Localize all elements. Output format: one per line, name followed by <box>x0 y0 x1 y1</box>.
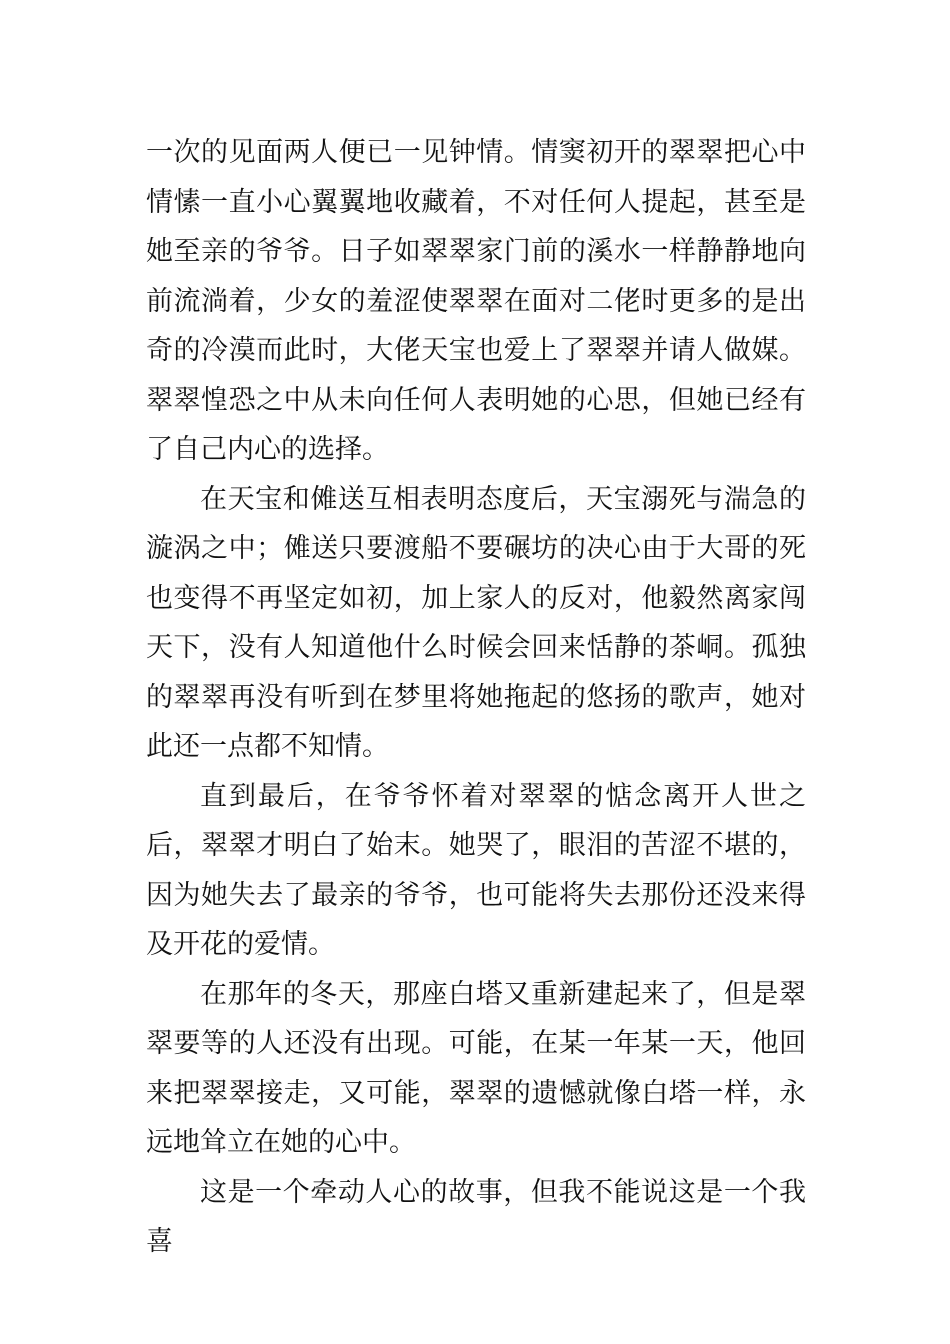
paragraph-3: 直到最后，在爷爷怀着对翠翠的惦念离开人世之后，翠翠才明白了始末。她哭了，眼泪的苦涩不堪的，因为她失去了最亲的爷爷，也可能将失去那份还没来得及开花的爱情。 <box>146 780 806 960</box>
document-body <box>146 128 806 1267</box>
paragraph-1: 一次的见面两人便已一见钟情。情窦初开的翠翠把心中情愫一直小心翼翼地收藏着，不对任何人提起，甚至是她至亲的爷爷。日子如翠翠家门前的溪水一样静静地向前流淌着，少女的羞涩使翠翠在面对二佬时更多的是出奇的冷漠而此时，大佬天宝也爱上了翠翠并请人做媒。翠翠惶恐之中从未向任何人表明她的心思，但她已经有了自己内心的选择。 <box>146 137 806 465</box>
paragraph-2: 在天宝和傩送互相表明态度后，天宝溺死与湍急的漩涡之中；傩送只要渡船不要碾坊的决心由于大哥的死也变得不再坚定如初，加上家人的反对，他毅然离家闯天下，没有人知道他什么时候会回来恬静的茶峒。孤独的翠翠再没有听到在梦里将她拖起的悠扬的歌声，她对此还一点都不知情。 <box>146 483 806 762</box>
paragraph-5: 这是一个牵动人心的故事，但我不能说这是一个我喜 <box>146 1176 806 1257</box>
paragraph-4: 在那年的冬天，那座白塔又重新建起来了，但是翠翠要等的人还没有出现。可能，在某一年某一天，他回来把翠翠接走，又可能，翠翠的遗憾就像白塔一样，永远地耸立在她的心中。 <box>146 978 806 1158</box>
